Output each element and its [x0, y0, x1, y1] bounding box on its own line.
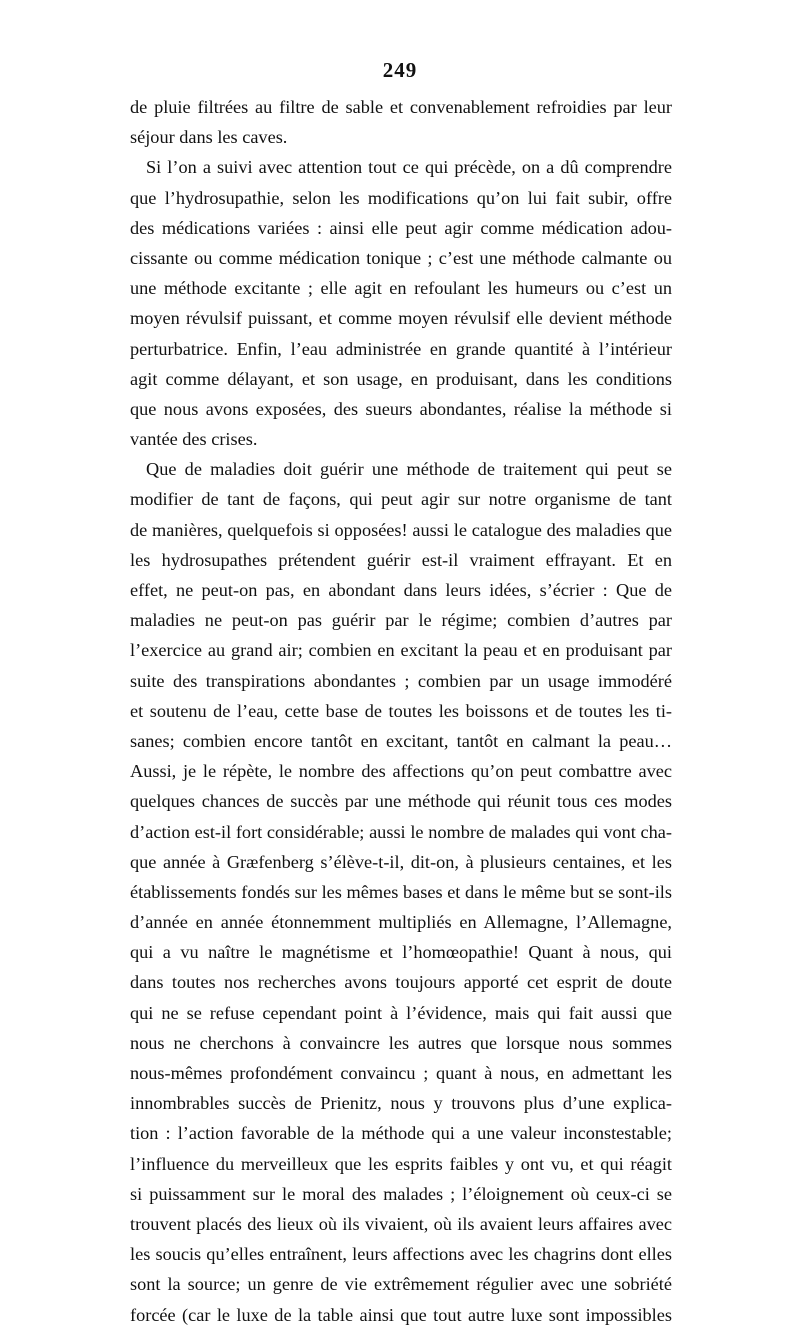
text-line: trouvent placés des lieux où ils vivaient, où ils avaient leurs affaires avec: [130, 1213, 672, 1234]
text-line: sont la source; un genre de vie extrêmement régulier avec une sobriété: [130, 1274, 672, 1295]
text-line: moyen révulsif puissant, et comme moyen révulsif elle devient méthode: [130, 308, 672, 329]
text-line: qui ne se refuse cependant point à l’évidence, mais qui fait aussi que: [130, 1002, 672, 1023]
text-line: effet, ne peut-on pas, en abondant dans leurs idées, s’écrier : Que de: [130, 580, 672, 600]
text-line: séjour dans les caves.: [130, 127, 288, 148]
text-line: cissante ou comme médication tonique ; c’est une méthode calmante ou: [130, 247, 672, 268]
page-number: 249: [382, 58, 418, 82]
text-line: l’exercice au grand air; combien en excitant la peau et en produisant par: [130, 640, 672, 661]
text-body: [130, 92, 672, 1330]
text-line: établissements fondés sur les mêmes bases et dans le même but se sont-ils: [130, 881, 672, 902]
text-line: une méthode excitante ; elle agit en refoulant les humeurs ou c’est un: [130, 278, 672, 299]
text-line: tion : l’action favorable de la méthode qui a une valeur inconstestable;: [130, 1123, 672, 1144]
text-line: quelques chances de succès par une méthode qui réunit tous ces modes: [130, 791, 672, 812]
text-line: des médications variées : ainsi elle peut agir comme médication adou-: [130, 217, 672, 238]
text-line: suite des transpirations abondantes ; combien par un usage immodéré: [130, 670, 672, 691]
text-line: les soucis qu’elles entraînent, leurs affections avec les chagrins dont elles: [130, 1244, 672, 1265]
text-line: que l’hydrosupathie, selon les modifications qu’on lui fait subir, offre: [130, 187, 672, 208]
text-line: de pluie filtrées au filtre de sable et convenablement refroidies par leur: [130, 97, 672, 117]
paragraph: [130, 152, 672, 454]
text-line: vantée des crises.: [130, 429, 258, 450]
text-line: forcée (car le luxe de la table ainsi que tout autre luxe sont impossibles: [130, 1304, 672, 1325]
text-line: qui a vu naître le magnétisme et l’homœopathie! Quant à nous, qui: [130, 942, 672, 963]
text-line: Que de maladies doit guérir une méthode de traitement qui peut se: [146, 459, 672, 480]
text-line: que année à Græfenberg s’élève-t-il, dit-on, à plusieurs centaines, et les: [130, 851, 672, 872]
text-line: modifier de tant de façons, qui peut agir sur notre organisme de tant: [130, 489, 672, 510]
text-line: l’influence du merveilleux que les esprits faibles y ont vu, et qui réagit: [130, 1153, 672, 1174]
text-line: d’année en année étonnemment multipliés en Allemagne, l’Allemagne,: [130, 912, 672, 933]
text-line: que nous avons exposées, des sueurs abondantes, réalise la méthode si: [130, 398, 672, 419]
text-line: et soutenu de l’eau, cette base de toutes les boissons et de toutes les ti-: [130, 700, 672, 721]
text-line: d’action est-il fort considérable; aussi le nombre de malades qui vont cha-: [130, 821, 672, 842]
text-line: dans toutes nos recherches avons toujours apporté cet esprit de doute: [130, 972, 672, 993]
text-line: agit comme délayant, et son usage, en produisant, dans les conditions: [130, 368, 672, 389]
text-line: si puissamment sur le moral des malades ; l’éloignement où ceux-ci se: [130, 1183, 672, 1204]
paragraph: [130, 92, 672, 152]
paragraph: [130, 454, 672, 1329]
text-line: de manières, quelquefois si opposées! aussi le catalogue des maladies que: [130, 519, 672, 540]
text-line: maladies ne peut-on pas guérir par le régime; combien d’autres par: [130, 610, 672, 631]
text-line: nous-mêmes profondément convaincu ; quant à nous, en admettant les: [130, 1063, 672, 1083]
text-line: innombrables succès de Prienitz, nous y trouvons plus d’une explica-: [130, 1093, 672, 1114]
text-line: Aussi, je le répète, le nombre des affections qu’on peut combattre avec: [130, 761, 672, 782]
text-line: sanes; combien encore tantôt en excitant, tantôt en calmant la peau…: [130, 730, 672, 751]
text-line: les hydrosupathes prétendent guérir est-il vraiment effrayant. Et en: [130, 549, 672, 570]
text-line: perturbatrice. Enfin, l’eau administrée en grande quantité à l’intérieur: [130, 338, 672, 359]
text-line: Si l’on a suivi avec attention tout ce qui précède, on a dû comprendre: [146, 157, 672, 178]
text-line: nous ne cherchons à convaincre les autres que lorsque nous sommes: [130, 1032, 672, 1053]
